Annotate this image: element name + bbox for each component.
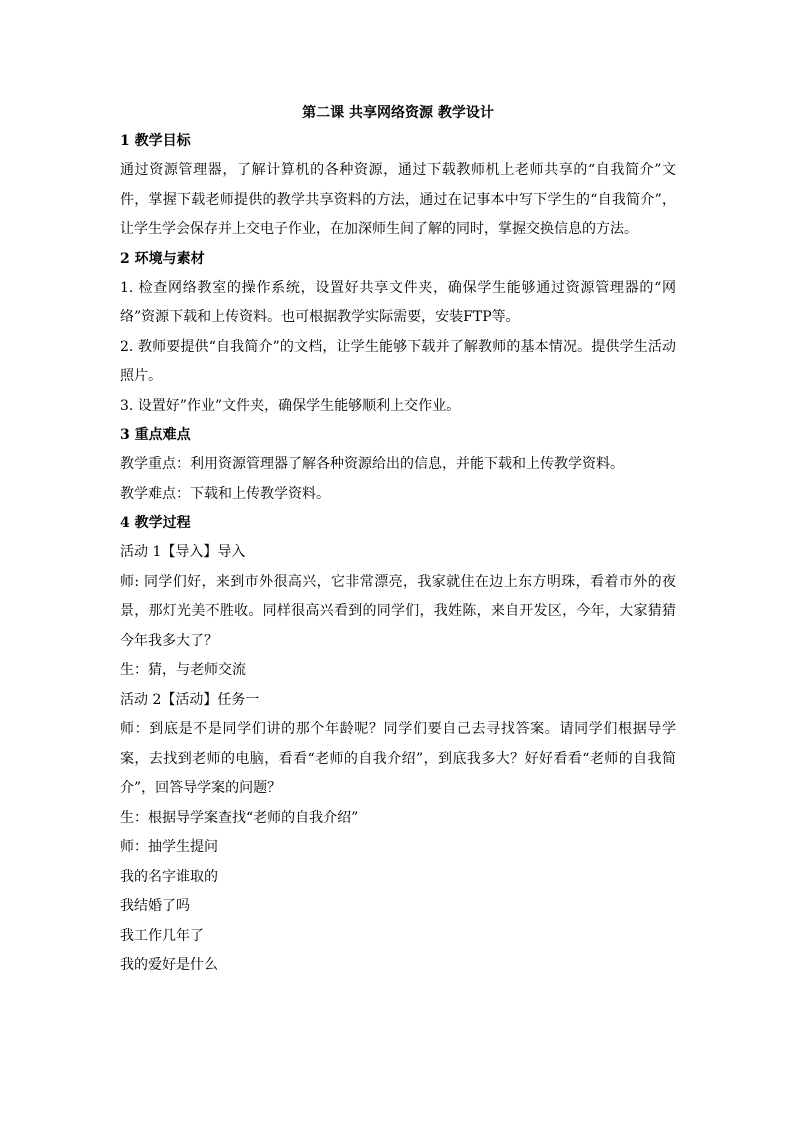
- section-heading-process: 4 教学过程: [120, 515, 191, 531]
- paragraph-difficulty: 教学难点：下载和上传教学资料。: [120, 485, 330, 502]
- paragraph-question-1: 我的名字谁取的: [120, 868, 218, 885]
- paragraph-objectives: 通过资源管理器，了解计算机的各种资源，通过下载教师机上老师共享的“自我简介”文件，掌握下载老师提供的教学共享资料的方法，通过在记事本中写下学生的“自我简介”，让学生学会保存并上交电子作业，在加深师生间了解的同时，掌握交换信息的方法。: [120, 162, 676, 237]
- paragraph-student-search: 生：根据导学案查找“老师的自我介绍”: [120, 809, 359, 826]
- paragraph-env-1: 1. 检查网络教室的操作系统，设置好共享文件夹，确保学生能够通过资源管理器的“网络”资源下载和上传资料。也可根据教学实际需要，安装FTP等。: [120, 279, 676, 325]
- paragraph-env-2: 2. 教师要提供“自我简介”的文档，让学生能够下载并了解教师的基本情况。提供学生活动照片。: [120, 338, 676, 384]
- section-heading-objectives: 1 教学目标: [120, 133, 191, 149]
- paragraph-question-3: 我工作几年了: [120, 927, 204, 944]
- paragraph-activity-1: 活动 1【导入】导入: [120, 544, 246, 560]
- paragraph-env-3: 3. 设置好”作业”文件夹，确保学生能够顺利上交作业。: [120, 397, 461, 414]
- section-heading-environment: 2 环境与素材: [120, 250, 205, 267]
- paragraph-question-2: 我结婚了吗: [120, 898, 190, 914]
- paragraph-student-guess: 生：猜，与老师交流: [120, 662, 246, 678]
- paragraph-teacher-task: 师：到底是不是同学们讲的那个年龄呢？同学们要自己去寻找答案。请同学们根据导学案，去找到老师的电脑，看看“老师的自我介绍”，到底我多大？好好看看“老师的自我简介”，回答导学案的问题？: [120, 721, 676, 796]
- paragraph-activity-2: 活动 2【活动】任务一: [120, 691, 260, 708]
- paragraph-question-4: 我的爱好是什么: [120, 957, 218, 973]
- document-title: 第二课 共享网络资源 教学设计: [302, 105, 494, 121]
- section-heading-key-points: 3 重点难点: [120, 427, 191, 443]
- paragraph-key-point: 教学重点：利用资源管理器了解各种资源给出的信息，并能下载和上传教学资料。: [120, 456, 624, 472]
- paragraph-teacher-intro: 师: 同学们好，来到市外很高兴，它非常漂亮，我家就住在边上东方明珠，看着市外的夜景，那灯光美不胜收。同样很高兴看到的同学们，我姓陈，来自开发区，今年，大家猜猜今年我多大了？: [120, 573, 676, 649]
- paragraph-teacher-question: 师：抽学生提问: [120, 839, 218, 855]
